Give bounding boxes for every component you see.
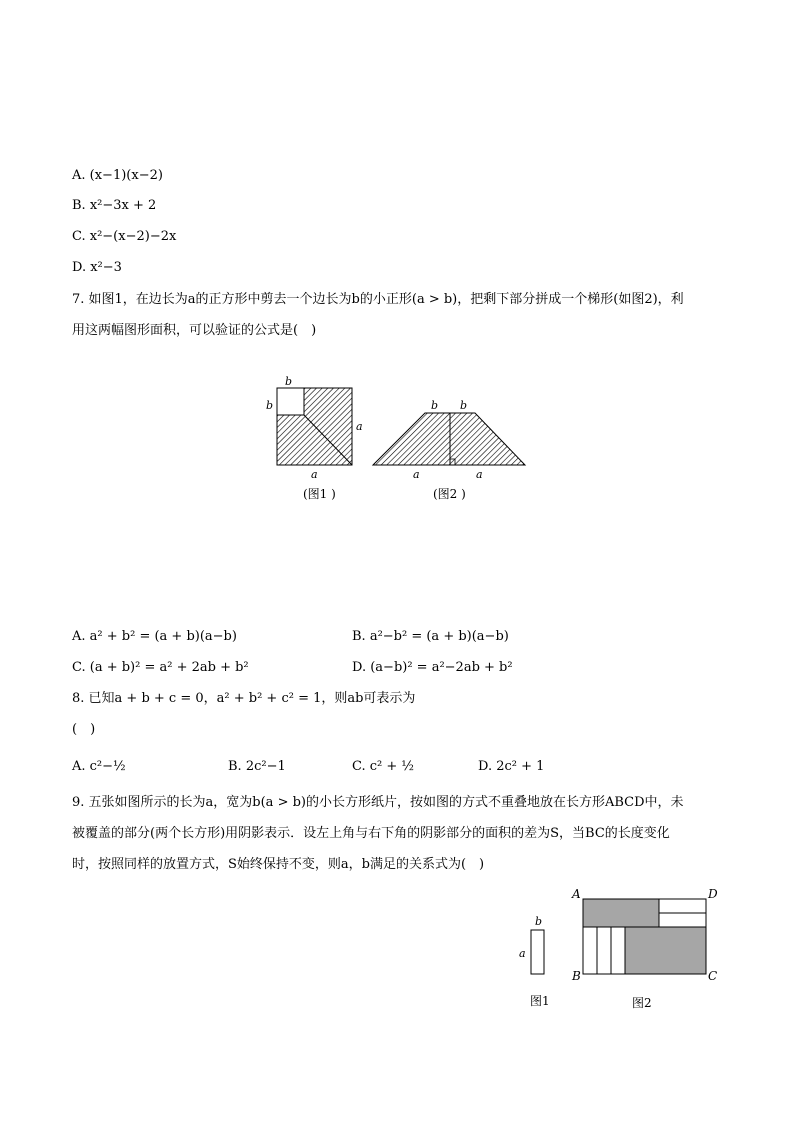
fig1-label-b-left: b [266,399,274,412]
fig2-label-b-right: b [460,399,468,412]
fig1-label-a-right: a [356,420,363,433]
q9-figure1 [519,915,550,1008]
q7-option-d[interactable]: D. (a−b)² = a²−2ab + b² [352,660,513,675]
q9-figure2 [571,887,718,1010]
q9-shade-bottom-right [625,927,706,974]
q7-figures [255,370,545,510]
fig2-label-a-left: a [413,468,420,481]
q8-option-d[interactable]: D. 2c² + 1 [478,759,545,774]
q7-figure1 [266,375,363,501]
q8-stem-line1: 8. 已知a + b + c = 0，a² + b² + c² = 1，则ab可表示为 [72,691,416,706]
q9-label-D: D [708,887,718,901]
q8-option-c[interactable]: C. c² + ½ [352,759,414,774]
q7-stem-line1: 7. 如图1，在边长为a的正方形中剪去一个边长为b的小正形(a > b)，把剩下部分拼成一个梯形(如图2)，利 [72,292,684,307]
q7-stem-line2: 用这两幅图形面积，可以验证的公式是( ) [72,323,317,338]
q9-figures [510,882,730,1017]
fig1-label-a-bottom: a [311,468,318,481]
q7-figure2 [373,399,525,501]
q7-option-a[interactable]: A. a² + b² = (a + b)(a−b) [72,629,237,644]
q6-option-b[interactable]: B. x²−3x + 2 [72,198,157,213]
q8-option-a[interactable]: A. c²−½ [72,759,126,774]
q9-label-A: A [572,887,581,901]
q6-option-a[interactable]: A. (x−1)(x−2) [72,168,163,183]
q9-stem-line2: 被覆盖的部分(两个长方形)用阴影表示．设左上角与右下角的阴影部分的面积的差为S，当BC的长度变化 [72,826,670,841]
q6-option-d[interactable]: D. x²−3 [72,260,122,275]
q9-fig1-label-b: b [535,915,543,928]
fig1-label-b-top: b [285,375,293,388]
q9-stem-line1: 9. 五张如图所示的长为a，宽为b(a > b)的小长方形纸片，按如图的方式不重叠地放在长方形ABCD中，未 [72,795,684,810]
q9-fig2-caption: 图2 [632,996,652,1010]
q8-option-b[interactable]: B. 2c²−1 [228,759,286,774]
q8-stem-line2: ( ) [72,722,96,737]
fig2-label-b-left: b [431,399,439,412]
q9-fig1-caption: 图1 [530,994,550,1008]
q9-stem-line3: 时，按照同样的放置方式，S始终保持不变，则a，b满足的关系式为( ) [72,857,485,872]
fig2-caption: (图2 ) [433,487,466,501]
q9-shade-top-left [583,899,659,927]
q7-option-c[interactable]: C. (a + b)² = a² + 2ab + b² [72,660,249,675]
fig2-label-a-right: a [476,468,483,481]
q7-option-b[interactable]: B. a²−b² = (a + b)(a−b) [352,629,509,644]
q6-option-c[interactable]: C. x²−(x−2)−2x [72,229,177,244]
fig1-caption: (图1 ) [303,487,336,501]
q9-label-C: C [708,969,718,983]
q9-fig1-label-a: a [519,947,526,960]
q9-label-B: B [572,969,581,983]
